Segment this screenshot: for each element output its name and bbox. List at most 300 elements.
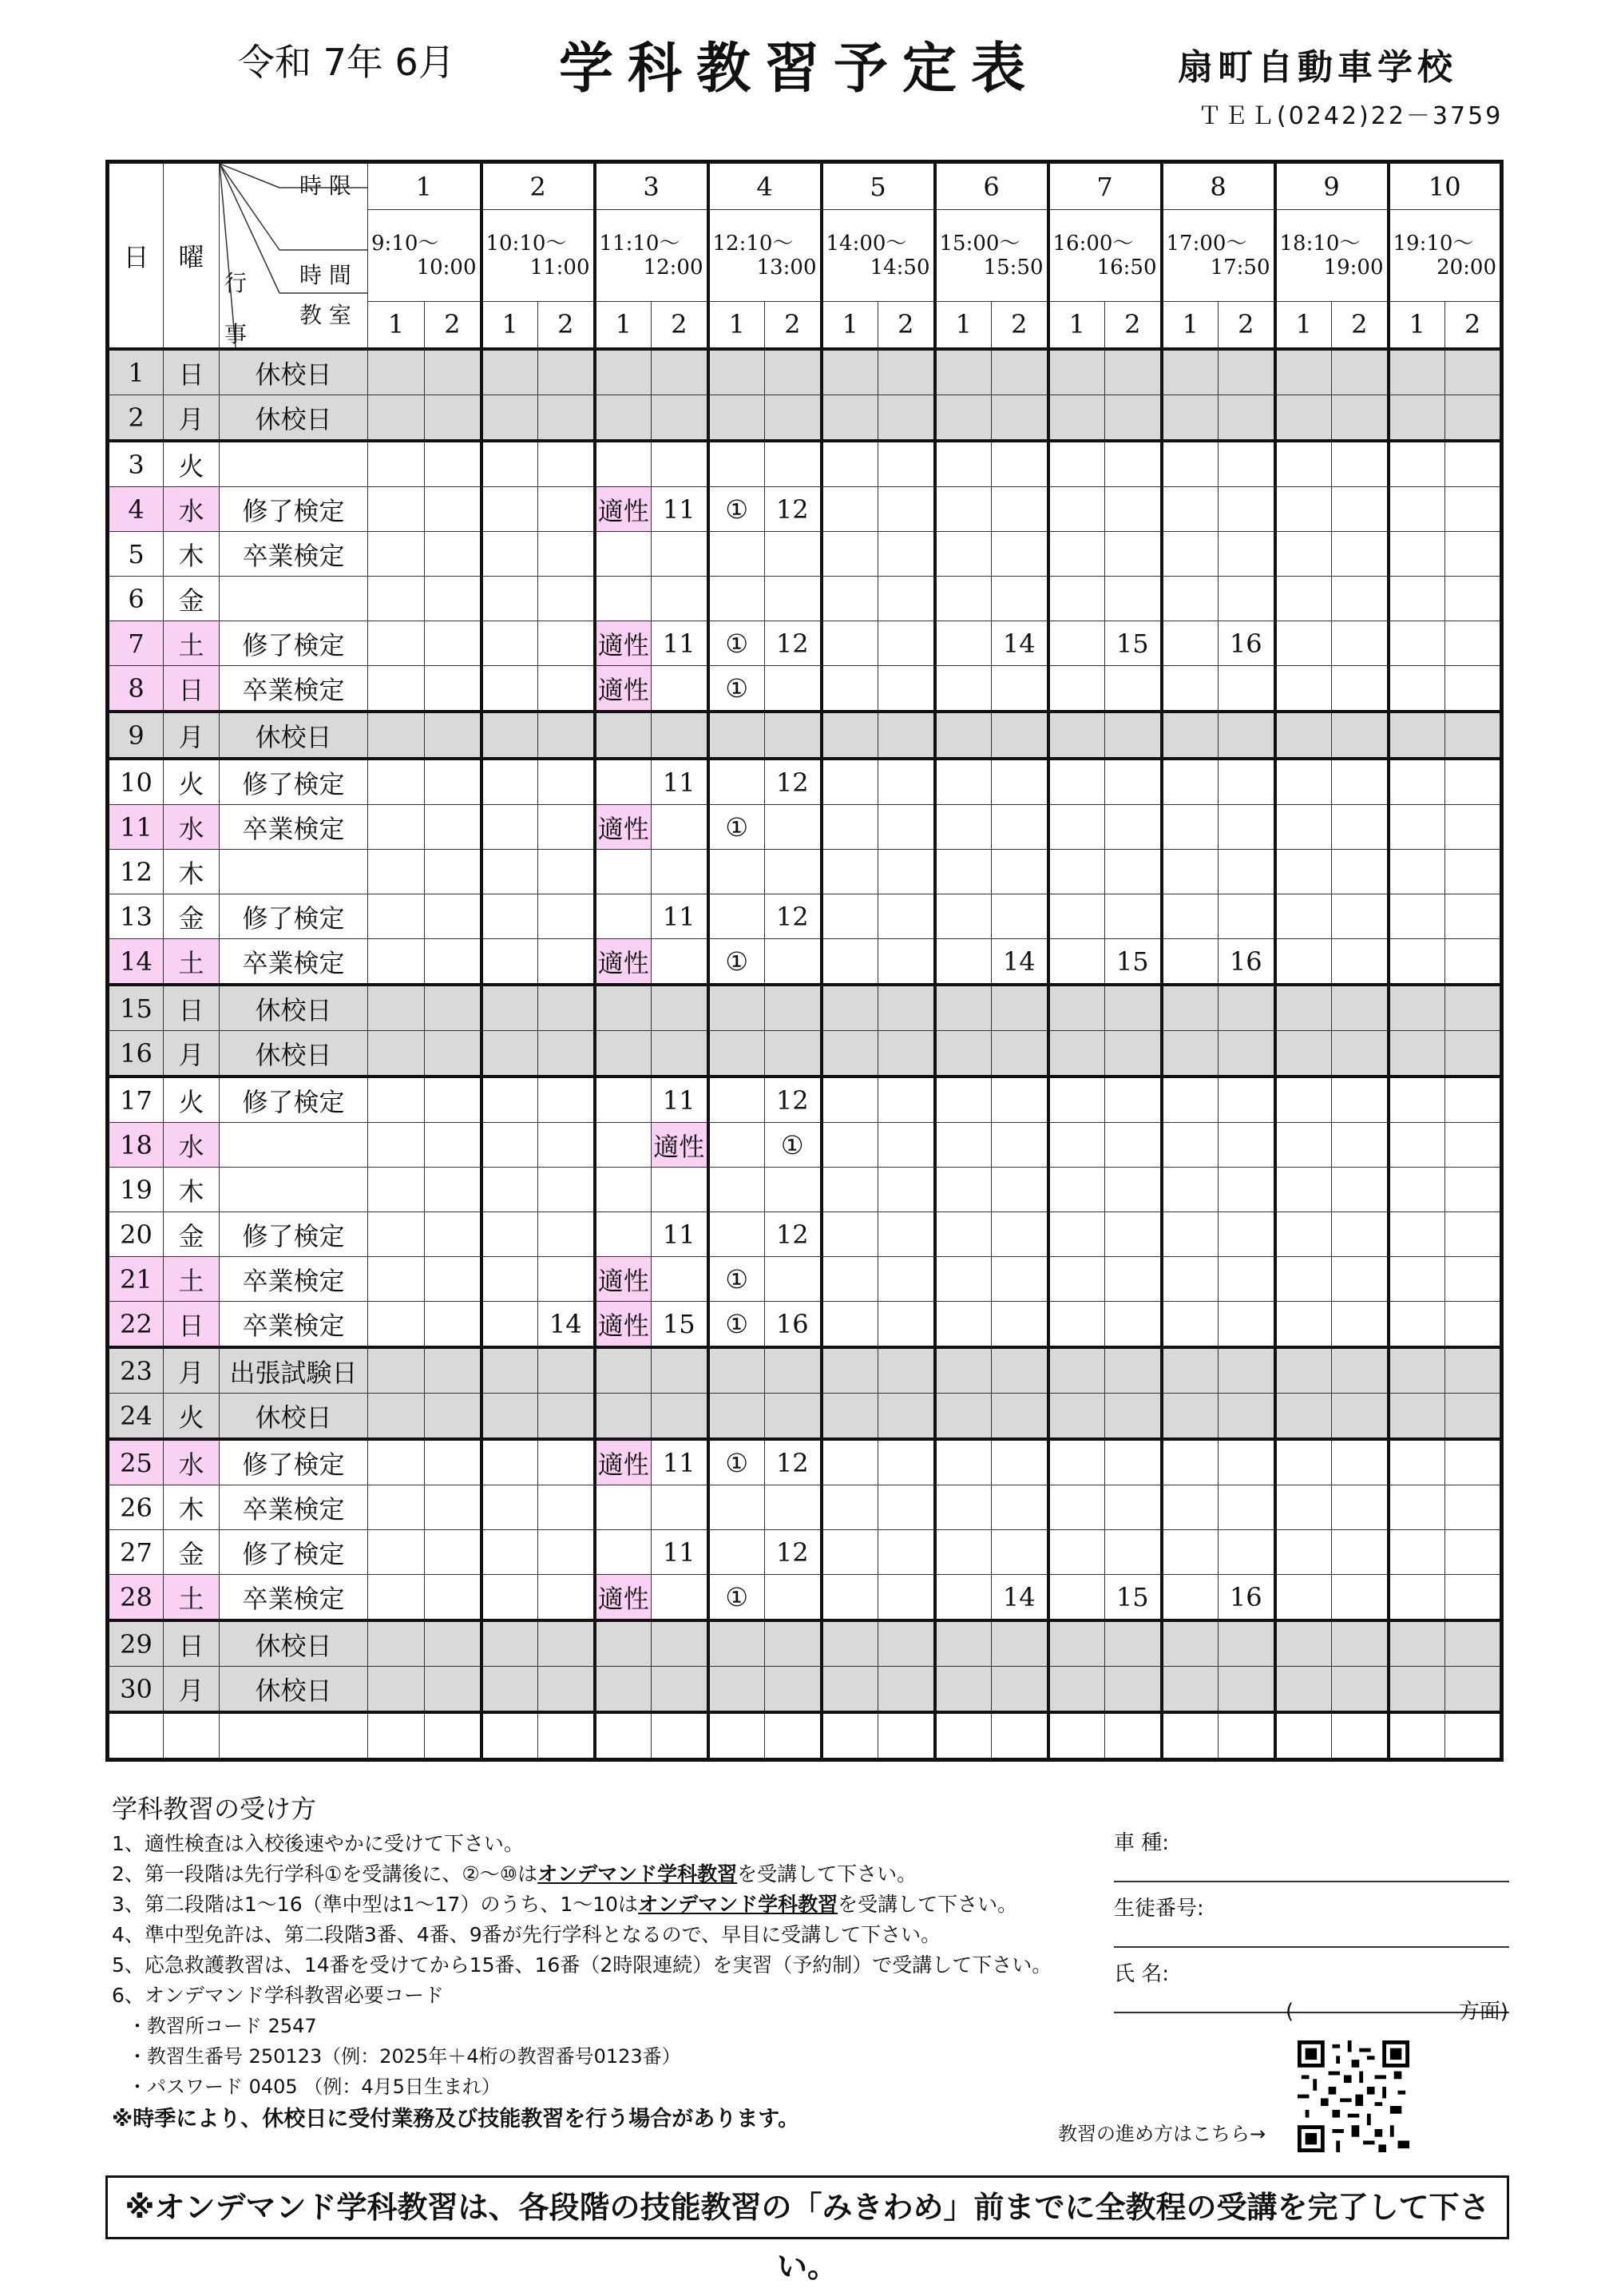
lesson-cell [1445, 985, 1502, 1031]
corner-kyoshitsu: 教 室 [299, 302, 351, 328]
lesson-cell [368, 349, 425, 395]
lesson-cell [481, 577, 538, 621]
lesson-cell [822, 1302, 878, 1348]
lesson-cell [822, 759, 878, 805]
lesson-cell: 16 [1219, 939, 1275, 985]
lesson-cell [1048, 850, 1105, 894]
lesson-cell [1219, 395, 1275, 442]
lesson-cell [822, 1347, 878, 1394]
lesson-cell [1332, 759, 1389, 805]
school-tel: ＴＥＬ(0242)22－3759 [1198, 102, 1504, 130]
lesson-cell [481, 1712, 538, 1760]
lesson-cell [1048, 712, 1105, 759]
name-field[interactable]: 氏 名: [1114, 1948, 1509, 2013]
lesson-cell [1105, 1667, 1162, 1713]
lesson-cell [425, 894, 481, 939]
lesson-cell [425, 1212, 481, 1257]
weekday-cell: 月 [164, 712, 220, 759]
lesson-cell: ① [708, 1439, 765, 1485]
lesson-cell [652, 666, 708, 712]
lesson-cell [595, 1347, 652, 1394]
lesson-cell [878, 1712, 935, 1760]
lesson-cell [481, 441, 538, 487]
lesson-cell [822, 712, 878, 759]
weekday-cell: 土 [164, 939, 220, 985]
lesson-cell [1048, 1394, 1105, 1440]
lesson-cell [1445, 1575, 1502, 1621]
lesson-cell: 15 [652, 1302, 708, 1348]
lesson-cell [1219, 1394, 1275, 1440]
aptitude-test-cell: 適性 [595, 487, 652, 532]
lesson-cell [1162, 1302, 1219, 1348]
lesson-cell [425, 487, 481, 532]
lesson-cell [1445, 1620, 1502, 1667]
lesson-cell [1332, 532, 1389, 577]
lesson-cell [425, 666, 481, 712]
lesson-cell [1275, 1347, 1332, 1394]
lesson-cell [1105, 805, 1162, 850]
lesson-cell [425, 1123, 481, 1168]
lesson-cell [878, 894, 935, 939]
lesson-cell [1048, 985, 1105, 1031]
lesson-cell [425, 1077, 481, 1123]
note-1: 1、適性検査は入校後速やかに受けて下さい。 [112, 1832, 524, 1855]
lesson-cell [425, 805, 481, 850]
lesson-cell [1162, 1123, 1219, 1168]
lesson-cell [368, 1712, 425, 1760]
lesson-cell [878, 1077, 935, 1123]
lesson-cell [538, 894, 595, 939]
period-3-header: 3 [595, 162, 708, 210]
lesson-cell [481, 1123, 538, 1168]
lesson-cell [708, 894, 765, 939]
lesson-cell: ① [708, 1257, 765, 1302]
event-cell: 休校日 [220, 712, 368, 759]
lesson-cell [425, 1031, 481, 1077]
lesson-cell [481, 666, 538, 712]
lesson-cell [425, 1302, 481, 1348]
lesson-cell [1275, 1168, 1332, 1212]
day-cell: 23 [108, 1347, 164, 1394]
car-type-field[interactable]: 車 種: [1114, 1817, 1509, 1882]
lesson-cell [1219, 805, 1275, 850]
event-cell: 卒業検定 [220, 1302, 368, 1348]
lesson-cell [992, 1485, 1048, 1530]
lesson-cell [1219, 1712, 1275, 1760]
qr-code-icon[interactable] [1298, 2040, 1409, 2152]
lesson-cell [538, 1031, 595, 1077]
lesson-cell [1105, 1257, 1162, 1302]
event-cell: 修了検定 [220, 1077, 368, 1123]
lesson-cell: 12 [765, 1077, 822, 1123]
lesson-cell [1275, 759, 1332, 805]
lesson-cell [765, 1620, 822, 1667]
weekday-cell: 木 [164, 1168, 220, 1212]
lesson-cell [1275, 487, 1332, 532]
lesson-cell [1445, 894, 1502, 939]
lesson-cell [1162, 712, 1219, 759]
lesson-cell [481, 1667, 538, 1713]
lesson-cell [1219, 1212, 1275, 1257]
lesson-cell [1445, 1485, 1502, 1530]
day-cell: 24 [108, 1394, 164, 1440]
lesson-cell [1389, 1439, 1445, 1485]
lesson-cell [708, 1620, 765, 1667]
lesson-cell [1105, 985, 1162, 1031]
lesson-cell [935, 577, 992, 621]
period-end-time: 12:00 [643, 256, 703, 280]
lesson-cell [1332, 1077, 1389, 1123]
lesson-cell [652, 1620, 708, 1667]
lesson-cell [1105, 349, 1162, 395]
lesson-cell [992, 894, 1048, 939]
room-1-header: 1 [595, 301, 652, 349]
room-2-header: 2 [425, 301, 481, 349]
lesson-cell: 12 [765, 1212, 822, 1257]
lesson-cell [822, 487, 878, 532]
lesson-cell [1332, 1302, 1389, 1348]
lesson-cell [595, 1123, 652, 1168]
lesson-cell [935, 349, 992, 395]
period-end-time: 11:00 [529, 256, 590, 280]
lesson-cell [1275, 1620, 1332, 1667]
weekday-cell: 金 [164, 894, 220, 939]
lesson-cell [1445, 1168, 1502, 1212]
lesson-cell: ① [708, 666, 765, 712]
lesson-cell: ① [708, 1302, 765, 1348]
lesson-cell [368, 1485, 425, 1530]
lesson-cell [1105, 666, 1162, 712]
room-2-header: 2 [878, 301, 935, 349]
lesson-cell [1048, 487, 1105, 532]
lesson-cell: ① [765, 1123, 822, 1168]
event-cell [220, 441, 368, 487]
lesson-cell [1219, 1123, 1275, 1168]
lesson-cell [1275, 1439, 1332, 1485]
lesson-cell [538, 532, 595, 577]
schedule-row [108, 894, 1502, 939]
weekday-cell: 金 [164, 1212, 220, 1257]
lesson-cell [1275, 850, 1332, 894]
room-1-header: 1 [708, 301, 765, 349]
lesson-cell [1389, 712, 1445, 759]
lesson-cell [481, 1620, 538, 1667]
lesson-cell [1105, 1347, 1162, 1394]
lesson-cell [425, 939, 481, 985]
event-cell [220, 1168, 368, 1212]
lesson-cell [935, 1575, 992, 1621]
lesson-cell [368, 487, 425, 532]
lesson-cell [368, 1530, 425, 1575]
code-student: ・教習生番号 250123（例：2025年＋4桁の教習番号0123番） [128, 2045, 681, 2068]
lesson-cell [708, 395, 765, 442]
room-1-header: 1 [935, 301, 992, 349]
weekday-cell: 水 [164, 487, 220, 532]
room-2-header: 2 [1219, 301, 1275, 349]
lesson-cell [992, 1439, 1048, 1485]
lesson-cell [481, 395, 538, 442]
lesson-cell [878, 1439, 935, 1485]
student-number-field[interactable]: 生徒番号: [1114, 1882, 1509, 1948]
period-9-time [1275, 210, 1389, 301]
lesson-cell [1389, 395, 1445, 442]
lesson-cell [708, 441, 765, 487]
lesson-cell [1048, 1168, 1105, 1212]
schedule-row [108, 1077, 1502, 1123]
lesson-cell [822, 349, 878, 395]
lesson-cell [1275, 621, 1332, 666]
lesson-cell [992, 1077, 1048, 1123]
lesson-cell [425, 349, 481, 395]
period-6-time [935, 210, 1048, 301]
lesson-cell [765, 1347, 822, 1394]
lesson-cell [935, 712, 992, 759]
period-6-header: 6 [935, 162, 1048, 210]
lesson-cell [1105, 759, 1162, 805]
lesson-cell [595, 395, 652, 442]
lesson-cell [765, 441, 822, 487]
lesson-cell [765, 985, 822, 1031]
room-1-header: 1 [1048, 301, 1105, 349]
lesson-cell [652, 805, 708, 850]
lesson-cell [595, 1530, 652, 1575]
lesson-cell: 12 [765, 894, 822, 939]
lesson-cell [1162, 1212, 1219, 1257]
lesson-cell: 15 [1105, 939, 1162, 985]
lesson-cell [1219, 1168, 1275, 1212]
lesson-cell [1219, 349, 1275, 395]
lesson-cell [1445, 1667, 1502, 1713]
lesson-cell [1105, 1394, 1162, 1440]
lesson-cell [1048, 395, 1105, 442]
day-cell: 25 [108, 1439, 164, 1485]
lesson-cell [1219, 532, 1275, 577]
lesson-cell: 11 [652, 1439, 708, 1485]
lesson-cell [538, 1123, 595, 1168]
period-end-time: 15:50 [983, 256, 1044, 280]
period-7-header: 7 [1048, 162, 1162, 210]
weekday-cell: 火 [164, 1394, 220, 1440]
lesson-cell [1162, 1620, 1219, 1667]
day-cell: 3 [108, 441, 164, 487]
lesson-cell [1219, 1347, 1275, 1394]
lesson-cell [1332, 1123, 1389, 1168]
lesson-cell [1332, 1712, 1389, 1760]
lesson-cell [1162, 1257, 1219, 1302]
lesson-cell [822, 1212, 878, 1257]
lesson-cell [595, 1485, 652, 1530]
lesson-cell [1162, 1347, 1219, 1394]
period-10-header: 10 [1389, 162, 1502, 210]
lesson-cell [538, 985, 595, 1031]
lesson-cell [1219, 1077, 1275, 1123]
lesson-cell [822, 1575, 878, 1621]
schedule-row [108, 939, 1502, 985]
lesson-cell [538, 1257, 595, 1302]
lesson-cell [1162, 441, 1219, 487]
lesson-cell [878, 1394, 935, 1440]
lesson-cell [935, 1620, 992, 1667]
lesson-cell [708, 1168, 765, 1212]
lesson-cell [595, 1031, 652, 1077]
period-start-time: 14:00～ [826, 232, 907, 256]
lesson-cell [1219, 850, 1275, 894]
lesson-cell [1389, 805, 1445, 850]
lesson-cell [878, 939, 935, 985]
lesson-cell [1275, 939, 1332, 985]
code-password: ・パスワード 0405 （例：4月5日生まれ） [128, 2076, 501, 2098]
lesson-cell [652, 577, 708, 621]
lesson-cell [1332, 1439, 1389, 1485]
lesson-cell [481, 894, 538, 939]
period-2-header: 2 [481, 162, 595, 210]
lesson-cell [595, 1394, 652, 1440]
period-start-time: 9:10～ [371, 232, 439, 256]
period-8-header: 8 [1162, 162, 1275, 210]
room-2-header: 2 [538, 301, 595, 349]
lesson-cell: 11 [652, 1212, 708, 1257]
lesson-cell [935, 1123, 992, 1168]
day-cell: 16 [108, 1031, 164, 1077]
era-month: 令和 7年 6月 [238, 41, 455, 84]
lesson-cell [652, 441, 708, 487]
period-start-time: 19:10～ [1393, 232, 1474, 256]
lesson-cell [765, 395, 822, 442]
schedule-row [108, 1485, 1502, 1530]
lesson-cell [765, 1575, 822, 1621]
lesson-cell [935, 1530, 992, 1575]
lesson-cell [595, 712, 652, 759]
lesson-cell [1048, 666, 1105, 712]
lesson-cell [1275, 1485, 1332, 1530]
lesson-cell [708, 349, 765, 395]
day-cell: 13 [108, 894, 164, 939]
lesson-cell [822, 441, 878, 487]
lesson-cell [992, 1620, 1048, 1667]
lesson-cell [425, 395, 481, 442]
period-2-time [481, 210, 595, 301]
schedule-row [108, 532, 1502, 577]
lesson-cell [538, 1168, 595, 1212]
lesson-cell [878, 1168, 935, 1212]
lesson-cell [1389, 487, 1445, 532]
lesson-cell [878, 1347, 935, 1394]
room-1-header: 1 [368, 301, 425, 349]
period-5-header: 5 [822, 162, 935, 210]
day-cell: 21 [108, 1257, 164, 1302]
day-cell: 7 [108, 621, 164, 666]
lesson-cell [1219, 1257, 1275, 1302]
lesson-cell [1219, 1302, 1275, 1348]
lesson-cell [481, 1394, 538, 1440]
lesson-cell [992, 759, 1048, 805]
event-cell: 卒業検定 [220, 1257, 368, 1302]
weekday-cell: 金 [164, 577, 220, 621]
weekday-cell: 土 [164, 1257, 220, 1302]
day-cell: 19 [108, 1168, 164, 1212]
lesson-cell [935, 487, 992, 532]
lesson-cell [1445, 1077, 1502, 1123]
lesson-cell [368, 1302, 425, 1348]
note-3: 3、第二段階は1～16（準中型は1～17）のうち、1～10はオンデマンド学科教習を受講して下さい。 [112, 1893, 1018, 1916]
code-school: ・教習所コード 2547 [128, 2015, 317, 2037]
day-cell: 29 [108, 1620, 164, 1667]
note-2: 2、第一段階は先行学科①を受講後に、②～⑩はオンデマンド学科教習を受講して下さい。 [112, 1862, 917, 1886]
lesson-cell [1219, 1439, 1275, 1485]
lesson-cell [1389, 1530, 1445, 1575]
room-2-header: 2 [1332, 301, 1389, 349]
period-1-header: 1 [368, 162, 481, 210]
weekday-cell: 水 [164, 1439, 220, 1485]
lesson-cell [878, 1620, 935, 1667]
lesson-cell [538, 441, 595, 487]
lesson-cell [368, 441, 425, 487]
schedule-row [108, 1530, 1502, 1575]
lesson-cell [1389, 1485, 1445, 1530]
lesson-cell [1275, 1394, 1332, 1440]
room-1-header: 1 [1389, 301, 1445, 349]
lesson-cell [1219, 487, 1275, 532]
lesson-cell [992, 712, 1048, 759]
lesson-cell: 11 [652, 894, 708, 939]
lesson-cell [1048, 1077, 1105, 1123]
lesson-cell [595, 894, 652, 939]
lesson-cell [765, 850, 822, 894]
lesson-cell [935, 1302, 992, 1348]
lesson-cell [822, 850, 878, 894]
schedule-row [108, 349, 1502, 395]
lesson-cell [425, 1168, 481, 1212]
lesson-cell [1048, 1257, 1105, 1302]
lesson-cell [708, 1530, 765, 1575]
weekday-cell: 木 [164, 532, 220, 577]
note-6: 6、オンデマンド学科教習必要コード [112, 1984, 444, 2007]
lesson-cell [822, 1394, 878, 1440]
day-cell: 15 [108, 985, 164, 1031]
room-2-header: 2 [652, 301, 708, 349]
event-cell: 卒業検定 [220, 939, 368, 985]
lesson-cell [538, 939, 595, 985]
schedule-row [108, 395, 1502, 442]
event-cell: 休校日 [220, 349, 368, 395]
lesson-cell [368, 1620, 425, 1667]
lesson-cell [368, 985, 425, 1031]
lesson-cell: 11 [652, 621, 708, 666]
lesson-cell [1389, 1394, 1445, 1440]
lesson-cell [1445, 1347, 1502, 1394]
lesson-cell [878, 1123, 935, 1168]
schedule-row [108, 1394, 1502, 1440]
day-cell: 9 [108, 712, 164, 759]
weekday-cell: 月 [164, 1667, 220, 1713]
aptitude-test-cell: 適性 [595, 666, 652, 712]
lesson-cell [1162, 1712, 1219, 1760]
lesson-cell [765, 939, 822, 985]
lesson-cell [1105, 712, 1162, 759]
lesson-cell [1105, 894, 1162, 939]
lesson-cell [368, 759, 425, 805]
lesson-cell [425, 1620, 481, 1667]
lesson-cell [368, 1575, 425, 1621]
day-cell: 28 [108, 1575, 164, 1621]
lesson-cell [822, 1530, 878, 1575]
lesson-cell [652, 1168, 708, 1212]
lesson-cell: ① [708, 621, 765, 666]
schedule-row [108, 805, 1502, 850]
schedule-row [108, 1302, 1502, 1348]
lesson-cell [1332, 621, 1389, 666]
period-start-time: 12:10～ [712, 232, 794, 256]
